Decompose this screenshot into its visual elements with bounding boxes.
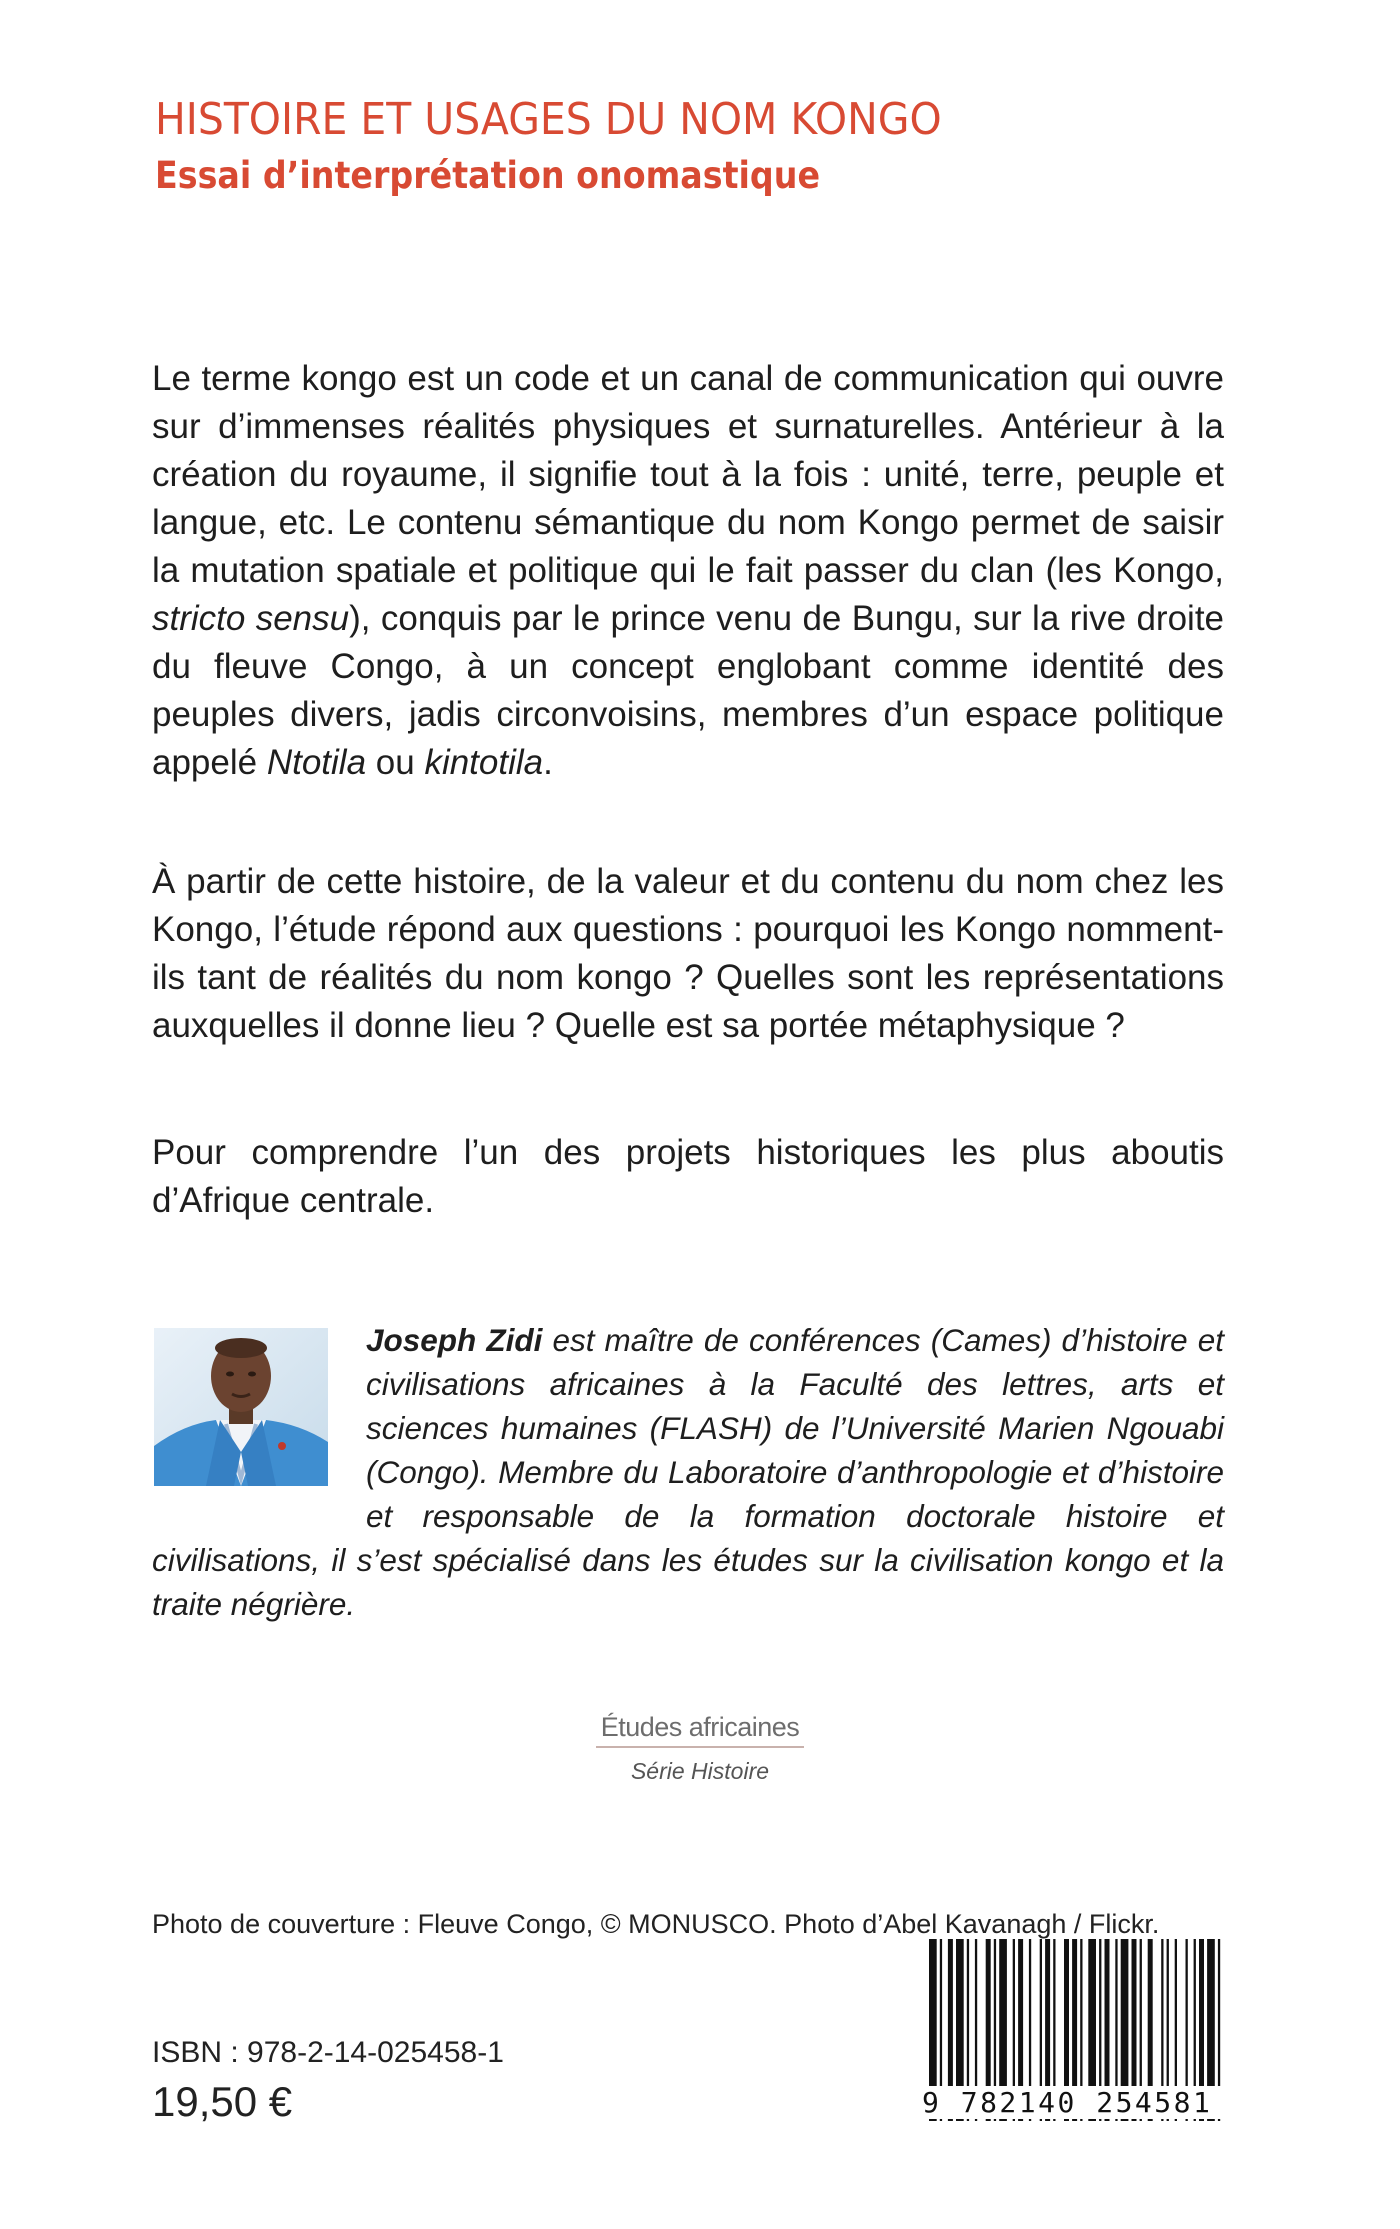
series-divider [596, 1746, 804, 1748]
book-subtitle: Essai d’interprétation onomastique [155, 154, 821, 197]
summary-paragraph-1 [152, 355, 1224, 787]
summary-paragraph-3: Pour comprendre l’un des projets historiques les plus aboutis d’Afrique centrale. [152, 1133, 1224, 1220]
series-logo [550, 1712, 850, 1785]
author-name: Joseph Zidi [366, 1322, 543, 1358]
price: 19,50 € [152, 2078, 293, 2125]
summary-text: . [543, 743, 553, 782]
isbn: ISBN : 978-2-14-025458-1 [152, 2036, 504, 2069]
summary-text: ), conquis par le prince venu de Bungu, sur la rive droite du fleuve Congo, à un concept englobant comme identité des peuples divers, jadis circonvoisins, membres d’un espace politique appelé [152, 599, 1225, 782]
summary-text: Le terme kongo est un code et un canal de communication qui ouvre sur d’immenses réalités physiques et surnaturelles. Antérieur à la création du royaume, il signifie tout à la fois : unité, terre, peuple et langue, etc. Le contenu sémantique du nom Kongo permet de saisir la mutation spatiale et politique qui le fait passer du clan (les Kongo, [152, 359, 1224, 590]
summary-text: ou [366, 743, 425, 782]
book-title: HISTOIRE ET USAGES DU NOM KONGO [155, 94, 942, 145]
series-subtitle: Série Histoire [630, 1758, 770, 1784]
summary-italic-term: kintotila [424, 743, 544, 782]
summary-italic-term: Ntotila [266, 743, 367, 782]
series-name: Études africaines [600, 1712, 800, 1742]
barcode-digits: 9 782140 254581 [922, 2086, 1232, 2119]
photo-spacer [152, 1318, 366, 1538]
summary-paragraph-2: À partir de cette histoire, de la valeur et du contenu du nom chez les Kongo, l’étude répond aux questions : pourquoi les Kongo nomment-ils tant de réalités du nom kongo ? Quelles sont les représentations auxquelles il donne lieu ? Quelle est sa portée métaphysique ? [152, 862, 1224, 1045]
author-bio [152, 1318, 1224, 1626]
author-bio-text: est maître de conférences (Cames) d’histoire et civilisations africaines à la Faculté des lettres, arts et sciences humaines (FLASH) de l’Université Marien Ngouabi (Congo). Membre du Laboratoire d’anthropologie et d’histoire et responsable de la formation doctorale histoire et civilisations, il s’est spécialisé dans les études sur la civilisation kongo et la traite négrière. [152, 1322, 1224, 1622]
summary-italic-term: stricto sensu [152, 599, 350, 638]
photo-credit: Photo de couverture : Fleuve Congo, © MONUSCO. Photo d’Abel Kavanagh / Flickr. [152, 1909, 1160, 1939]
